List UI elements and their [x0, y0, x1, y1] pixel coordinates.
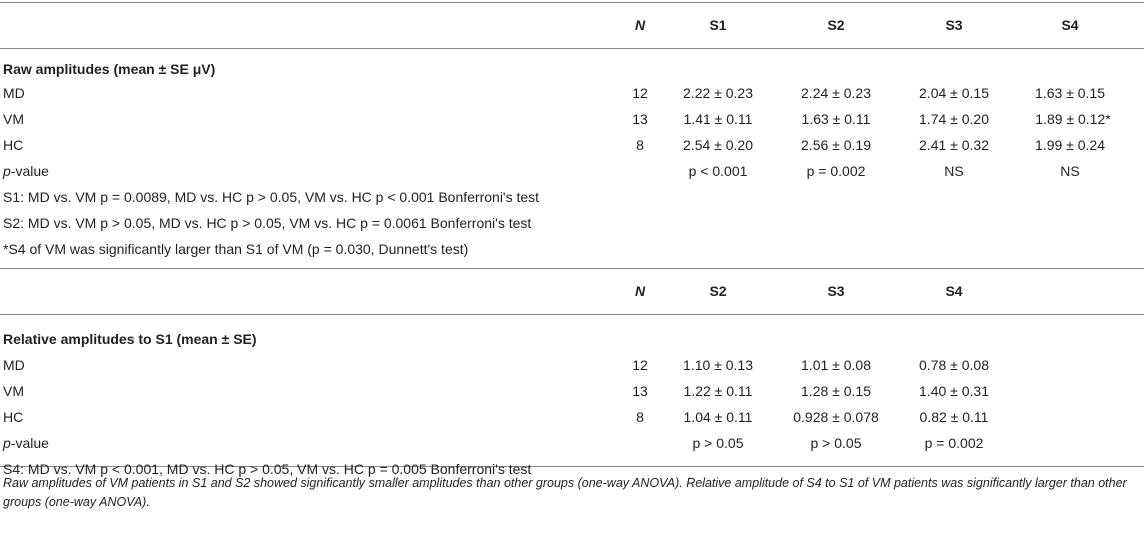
- table1-cell: 2.22 ± 0.23: [683, 85, 753, 101]
- table1-note: *S4 of VM was significantly larger than S1 of VM (p = 0.030, Dunnett's test): [3, 241, 469, 257]
- table1-header-s3: S3: [945, 17, 963, 33]
- table1-note: S2: MD vs. VM p > 0.05, MD vs. HC p > 0.05, VM vs. HC p = 0.0061 Bonferroni's test: [3, 215, 532, 231]
- table1-row-label: HC: [3, 137, 24, 153]
- table2-row-label: HC: [3, 409, 24, 425]
- table1-cell: 2.04 ± 0.15: [919, 85, 989, 101]
- table1-cell: 1.63 ± 0.11: [801, 111, 871, 127]
- table2-cell: 1.22 ± 0.11: [683, 383, 753, 399]
- table2-cell: 1.04 ± 0.11: [683, 409, 753, 425]
- table2-pvalue: p > 0.05: [692, 435, 744, 451]
- table1-pvalue: NS: [1060, 163, 1080, 179]
- table1-cell: 1.99 ± 0.24: [1035, 137, 1105, 153]
- table1-row-vm: [0, 106, 1144, 132]
- table2-cell: 0.82 ± 0.11: [919, 409, 989, 425]
- table2-cell: 0.78 ± 0.08: [919, 357, 989, 373]
- table2-header-s2: S2: [709, 283, 727, 299]
- table1-note-row: [0, 210, 1144, 236]
- header-rule-1: [0, 48, 1144, 49]
- table1-section-title: Raw amplitudes (mean ± SE μV): [3, 61, 216, 77]
- table2-row-md: [0, 352, 1144, 378]
- table2-cell: 1.10 ± 0.13: [683, 357, 753, 373]
- table2-section-title: Relative amplitudes to S1 (mean ± SE): [3, 331, 257, 347]
- table1-pvalue: p < 0.001: [688, 163, 748, 179]
- table2-header-n: N: [634, 283, 646, 299]
- table2-cell-n: 12: [632, 357, 648, 373]
- table1-note: S1: MD vs. VM p = 0.0089, MD vs. HC p > 0.05, VM vs. HC p < 0.001 Bonferroni's test: [3, 189, 540, 205]
- table1-cell: 1.41 ± 0.11: [683, 111, 753, 127]
- table1-cell: 1.63 ± 0.15: [1035, 85, 1105, 101]
- table1-pvalue-label: p-value: [3, 163, 49, 179]
- table-caption: Raw amplitudes of VM patients in S1 and S2 showed significantly smaller amplitudes than other groups (one-way ANOVA). Relative amplitude of S4 to S1 of VM patients was significantly larger than other groups (one-way ANOVA).: [3, 476, 1127, 509]
- table1-cell: 2.41 ± 0.32: [919, 137, 989, 153]
- table1-row-hc: [0, 132, 1144, 158]
- table2-row-vm: [0, 378, 1144, 404]
- table1-section-title-row: [0, 56, 1144, 82]
- table1-cell-n: 12: [632, 85, 648, 101]
- table2-footnote-row: [0, 440, 1144, 477]
- table2-pvalue: p = 0.002: [924, 435, 984, 451]
- table1-cell-n: 13: [632, 111, 648, 127]
- table1-pvalue-row: [0, 158, 1144, 184]
- table2-note: S4: MD vs. VM p < 0.001, MD vs. HC p > 0.05, VM vs. HC p = 0.005 Bonferroni's test: [3, 461, 532, 477]
- table1-pvalue: NS: [944, 163, 964, 179]
- table1-header-s4: S4: [1061, 17, 1079, 33]
- table2-cell: 0.928 ± 0.078: [793, 409, 879, 425]
- table1-row-label: VM: [3, 111, 24, 127]
- table1-pvalue: p = 0.002: [806, 163, 866, 179]
- table2-row-hc: [0, 404, 1144, 430]
- table2-pvalue: p > 0.05: [810, 435, 862, 451]
- table1-cell: 1.89 ± 0.12*: [1035, 111, 1111, 127]
- table1-header-s1: S1: [709, 17, 727, 33]
- table2-cell: 1.40 ± 0.31: [919, 383, 989, 399]
- table2-cell: 1.01 ± 0.08: [801, 357, 871, 373]
- table2-header-row: [0, 278, 1144, 304]
- table1-cell-n: 8: [636, 137, 644, 153]
- table2-cell-n: 8: [636, 409, 644, 425]
- table1-cell: 2.54 ± 0.20: [683, 137, 753, 153]
- table2-cell-n: 13: [632, 383, 648, 399]
- table2-section-title-row: [0, 326, 1144, 352]
- table2-header-s4: S4: [945, 283, 963, 299]
- table1-header-row: [0, 12, 1144, 38]
- table1-row-md: [0, 80, 1144, 106]
- table2-pvalue-label: p-value: [3, 435, 49, 451]
- header-rule-2: [0, 314, 1144, 315]
- table1-row-label: MD: [3, 85, 25, 101]
- table2-cell: 1.28 ± 0.15: [801, 383, 871, 399]
- table1-note-row: [0, 184, 1144, 210]
- table1-cell: 2.24 ± 0.23: [801, 85, 871, 101]
- table-separator-rule: [0, 268, 1144, 269]
- table2-header-s3: S3: [827, 283, 845, 299]
- table1-note-row: [0, 236, 1144, 262]
- table2-row-label: VM: [3, 383, 24, 399]
- table1-header-n: N: [634, 17, 646, 33]
- top-rule: [0, 2, 1144, 3]
- table1-header-s2: S2: [827, 17, 845, 33]
- table1-cell: 1.74 ± 0.20: [919, 111, 989, 127]
- table2-row-label: MD: [3, 357, 25, 373]
- table1-cell: 2.56 ± 0.19: [801, 137, 871, 153]
